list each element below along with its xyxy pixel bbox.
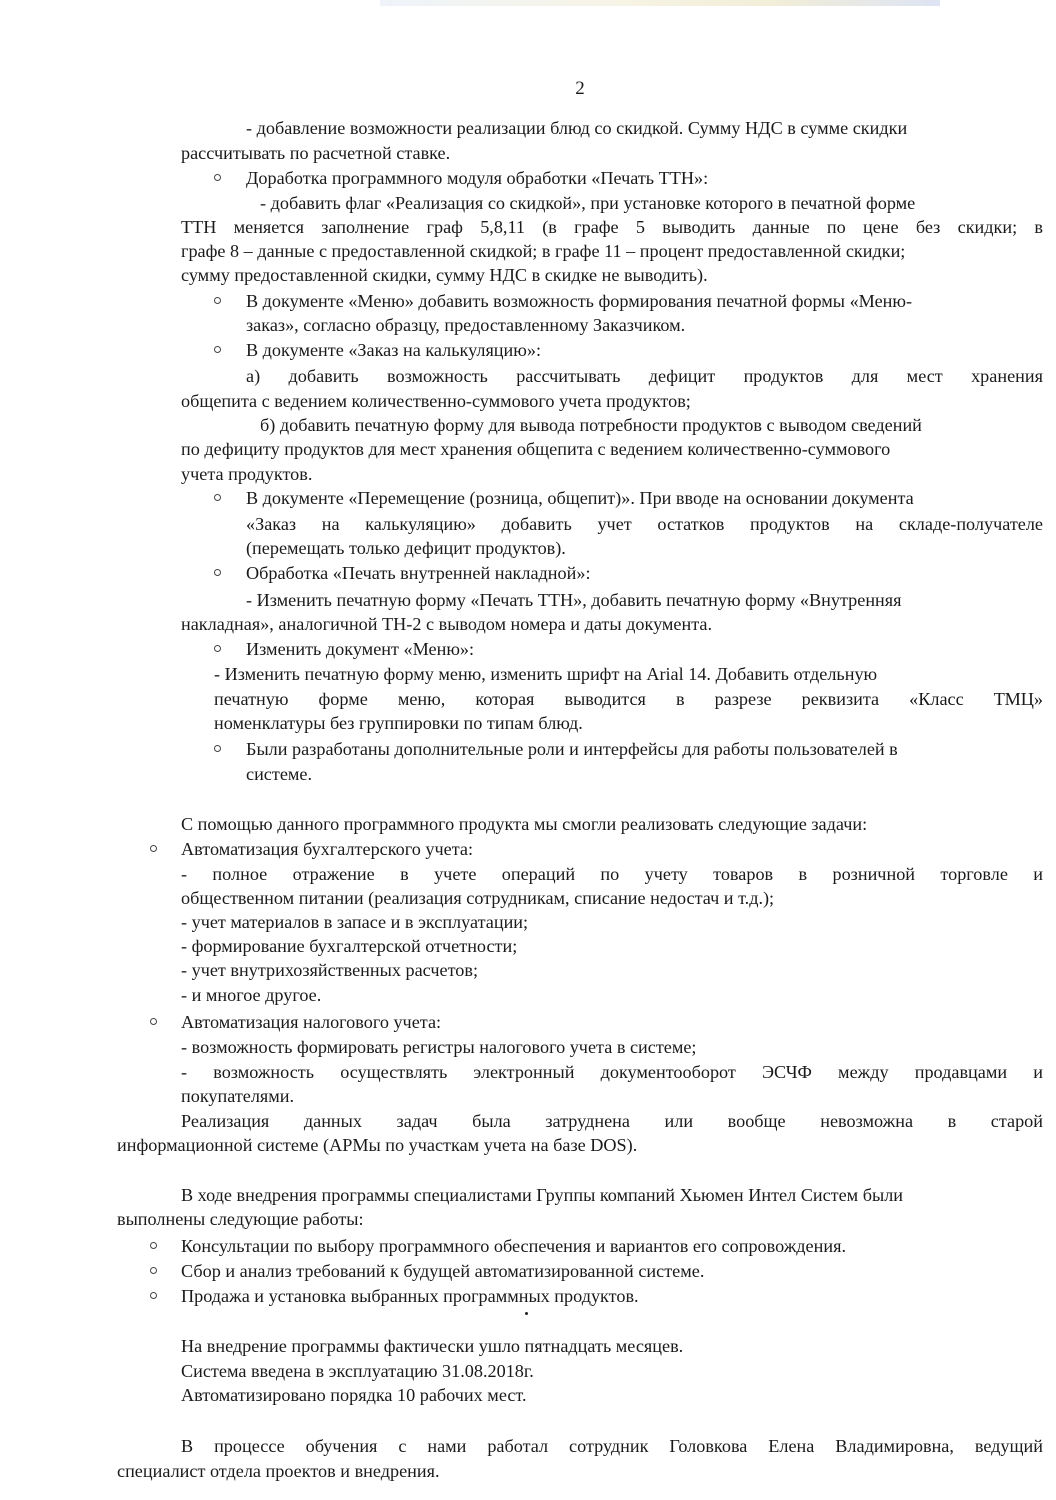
text-line: б) добавить печатную форму для вывода потребности продуктов с выводом сведений <box>260 415 922 435</box>
text-line: Сбор и анализ требований к будущей автоматизированной системе. <box>181 1261 705 1281</box>
text-line: системе. <box>246 764 313 784</box>
bullet-icon <box>214 174 221 181</box>
text-line: - возможность формировать регистры налогового учета в системе; <box>181 1037 697 1057</box>
bullet-icon <box>214 645 221 652</box>
text-line: В документе «Меню» добавить возможность формирования печатной формы «Меню- <box>246 291 913 311</box>
text-line: В документе «Заказ на калькуляцию»: <box>246 340 542 360</box>
text-line: общественном питании (реализация сотрудникам, списание недостач и т.д.); <box>181 888 775 908</box>
text-line: Доработка программного модуля обработки «Печать ТТН»: <box>246 168 709 188</box>
text-line: Автоматизация налогового учета: <box>181 1012 442 1032</box>
text-line: выполнены следующие работы: <box>117 1209 364 1229</box>
text-line: печатную форме меню, которая выводится в разрезе реквизита «Класс ТМЦ» <box>214 689 1043 709</box>
text-line: ТТН меняется заполнение граф 5,8,11 (в графе 5 выводить данные по цене без скидки; в <box>181 217 1043 237</box>
page-number: 2 <box>575 78 585 99</box>
text-line: Продажа и установка выбранных программных продуктов. <box>181 1286 639 1306</box>
text-line: накладная», аналогичной ТН-2 с выводом номера и даты документа. <box>181 614 713 634</box>
text-line: Обработка «Печать внутренней накладной»: <box>246 563 591 583</box>
text-line: заказ», согласно образцу, предоставленному Заказчиком. <box>246 315 686 335</box>
bullet-icon <box>214 297 221 304</box>
text-line: информационной системе (АРМы по участкам учета на базе DOS). <box>117 1135 638 1155</box>
text-line: номенклатуры без группировки по типам блюд. <box>214 713 583 733</box>
text-line: В процессе обучения с нами работал сотрудник Головкова Елена Владимировна, ведущий <box>181 1436 1043 1456</box>
text-line: - Изменить печатную форму меню, изменить шрифт на Arial 14. Добавить отдельную <box>214 664 878 684</box>
bullet-icon <box>214 569 221 576</box>
text-line: Система введена в эксплуатацию 31.08.2018г. <box>181 1361 534 1381</box>
text-line: - добавление возможности реализации блюд со скидкой. Сумму НДС в сумме скидки <box>246 118 908 138</box>
text-line: Консультации по выбору программного обеспечения и вариантов его сопровождения. <box>181 1236 847 1256</box>
text-line: рассчитывать по расчетной ставке. <box>181 143 451 163</box>
text-line: - учет материалов в запасе и в эксплуатации; <box>181 912 529 932</box>
text-line: Автоматизировано порядка 10 рабочих мест. <box>181 1385 527 1405</box>
text-line: - возможность осуществлять электронный документооборот ЭСЧФ между продавцами и <box>181 1062 1043 1082</box>
text-line: - формирование бухгалтерской отчетности; <box>181 936 518 956</box>
scan-edge-marks <box>380 0 940 6</box>
text-line: специалист отдела проектов и внедрения. <box>117 1461 440 1481</box>
text-line: В ходе внедрения программы специалистами Группы компаний Хьюмен Интел Систем были <box>181 1185 904 1205</box>
text-line: С помощью данного программного продукта мы смогли реализовать следующие задачи: <box>181 814 868 834</box>
bullet-icon <box>150 1018 157 1025</box>
text-line: общепита с ведением количественно-суммового учета продуктов; <box>181 391 691 411</box>
bullet-icon <box>150 1242 157 1249</box>
text-line: «Заказ на калькуляцию» добавить учет остатков продуктов на складе-получателе <box>246 514 1043 534</box>
bullet-icon <box>150 1292 157 1299</box>
text-line: - добавить флаг «Реализация со скидкой», при установке которого в печатной форме <box>260 193 916 213</box>
text-line: Реализация данных задач была затруднена или вообще невозможна в старой <box>181 1111 1043 1131</box>
scan-speck <box>525 1312 528 1315</box>
text-line: покупателями. <box>181 1086 295 1106</box>
text-line: - и многое другое. <box>181 985 322 1005</box>
text-line: сумму предоставленной скидки, сумму НДС в скидке не выводить). <box>181 265 708 285</box>
text-line: графе 8 – данные с предоставленной скидкой; в графе 11 – процент предоставленной скидки; <box>181 241 906 261</box>
text-line: Изменить документ «Меню»: <box>246 639 475 659</box>
text-line: учета продуктов. <box>181 464 313 484</box>
text-line: - полное отражение в учете операций по учету товаров в розничной торговле и <box>181 864 1043 884</box>
text-line: (перемещать только дефицит продуктов). <box>246 538 566 558</box>
text-line: - Изменить печатную форму «Печать ТТН», добавить печатную форму «Внутренняя <box>246 590 902 610</box>
text-line: - учет внутрихозяйственных расчетов; <box>181 960 479 980</box>
text-line: Были разработаны дополнительные роли и интерфейсы для работы пользователей в <box>246 739 898 759</box>
text-line: по дефициту продуктов для мест хранения общепита с ведением количественно-суммового <box>181 439 891 459</box>
text-line: а) добавить возможность рассчитывать дефицит продуктов для мест хранения <box>246 366 1043 386</box>
bullet-icon <box>150 1267 157 1274</box>
bullet-icon <box>214 346 221 353</box>
text-line: Автоматизация бухгалтерского учета: <box>181 839 473 859</box>
bullet-icon <box>214 745 221 752</box>
text-line: На внедрение программы фактически ушло пятнадцать месяцев. <box>181 1336 684 1356</box>
text-line: В документе «Перемещение (розница, общепит)». При вводе на основании документа <box>246 488 914 508</box>
bullet-icon <box>150 845 157 852</box>
bullet-icon <box>214 494 221 501</box>
